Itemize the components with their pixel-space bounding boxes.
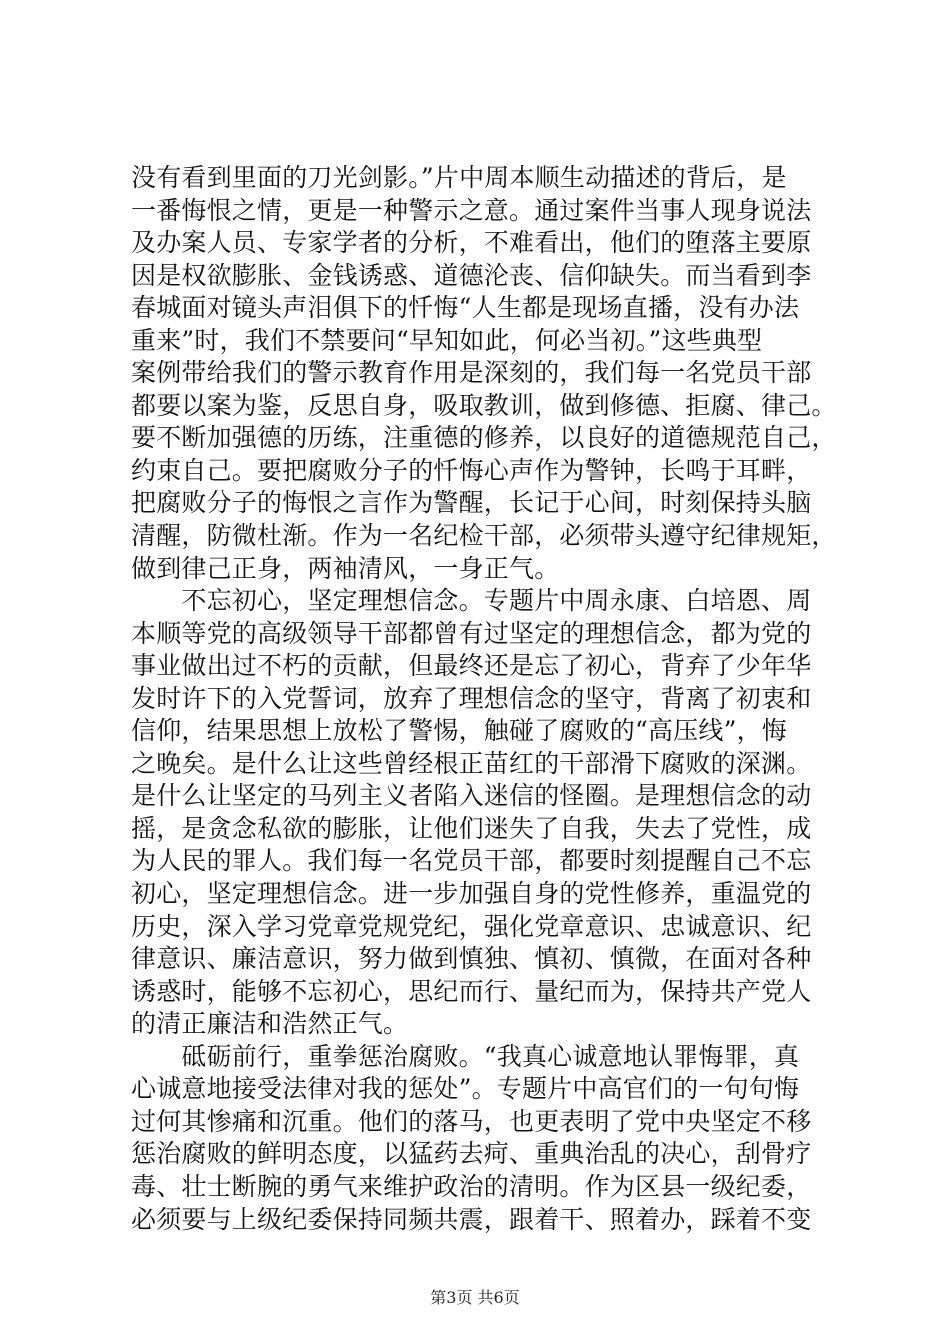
text-line: 历史，深入学习党章党规党纪，强化党章意识、忠诚意识、纪	[131, 911, 812, 941]
text-line: 要不断加强德的历练，注重德的修养，以良好的道德规范自己，	[131, 423, 837, 453]
text-line: 及办案人员、专家学者的分析，不难看出，他们的堕落主要原	[131, 228, 812, 258]
text-line: 事业做出过不朽的贡献，但最终还是忘了初心，背弃了少年华	[131, 651, 812, 681]
text-line: 惩治腐败的鲜明态度，以猛药去疴、重典治乱的决心，刮骨疗	[131, 1139, 812, 1169]
text-line: 不忘初心，坚定理想信念。专题片中周永康、白培恩、周	[131, 586, 812, 616]
text-line: 为人民的罪人。我们每一名党员干部，都要时刻提醒自己不忘	[131, 846, 812, 876]
text-line: 发时许下的入党誓词，放弃了理想信念的坚守，背离了初衷和	[131, 683, 812, 713]
text-line: 过何其惨痛和沉重。他们的落马，也更表明了党中央坚定不移	[131, 1106, 812, 1136]
text-line: 砥砺前行，重拳惩治腐败。“我真心诚意地认罪悔罪，真	[131, 1041, 800, 1071]
page-footer: 第3页 共6页	[430, 1288, 520, 1307]
text-line: 毒、壮士断腕的勇气来维护政治的清明。作为区县一级纪委，	[131, 1171, 812, 1201]
text-line: 律意识、廉洁意识，努力做到慎独、慎初、慎微，在面对各种	[131, 944, 812, 974]
text-line: 之晚矣。是什么让这些曾经根正苗红的干部滑下腐败的深渊。	[131, 748, 812, 778]
text-line: 做到律己正身，两袖清风，一身正气。	[131, 553, 560, 583]
text-line: 把腐败分子的悔恨之言作为警醒，长记于心间，时刻保持头脑	[131, 488, 812, 518]
text-line: 约束自己。要把腐败分子的忏悔心声作为警钟，长鸣于耳畔，	[131, 455, 812, 485]
text-line: 因是权欲膨胀、金钱诱惑、道德沦丧、信仰缺失。而当看到李	[131, 260, 812, 290]
text-line: 春城面对镜头声泪俱下的忏悔“人生都是现场直播，没有办法	[131, 293, 800, 323]
text-line: 诱惑时，能够不忘初心，思纪而行、量纪而为，保持共产党人	[131, 976, 812, 1006]
text-line: 摇，是贪念私欲的膨胀，让他们迷失了自我，失去了党性，成	[131, 813, 812, 843]
text-line: 心诚意地接受法律对我的惩处”。专题片中高官们的一句句悔	[131, 1074, 800, 1104]
text-line: 是什么让坚定的马列主义者陷入迷信的怪圈。是理想信念的动	[131, 781, 812, 811]
text-line: 没有看到里面的刀光剑影。”片中周本顺生动描述的背后，是	[131, 163, 787, 192]
text-line: 重来”时，我们不禁要问“早知如此，何必当初。”这些典型	[131, 325, 763, 355]
text-line: 案例带给我们的警示教育作用是深刻的，我们每一名党员干部	[131, 358, 812, 388]
text-line: 一番悔恨之情，更是一种警示之意。通过案件当事人现身说法	[131, 195, 812, 225]
text-line: 本顺等党的高级领导干部都曾有过坚定的理想信念，都为党的	[131, 618, 812, 648]
text-line: 初心，坚定理想信念。进一步加强自身的党性修养，重温党的	[131, 879, 812, 909]
text-line: 的清正廉洁和浩然正气。	[131, 1009, 409, 1039]
text-line: 都要以案为鉴，反思自身，吸取教训，做到修德、拒腐、律己。	[131, 390, 837, 420]
body-text	[131, 162, 837, 1236]
text-line: 必须要与上级纪委保持同频共震，跟着干、照着办，踩着不变	[131, 1204, 812, 1234]
text-line: 信仰，结果思想上放松了警惕，触碰了腐败的“高压线”，悔	[131, 716, 787, 746]
text-line: 清醒，防微杜渐。作为一名纪检干部，必须带头遵守纪律规矩，	[131, 521, 837, 551]
